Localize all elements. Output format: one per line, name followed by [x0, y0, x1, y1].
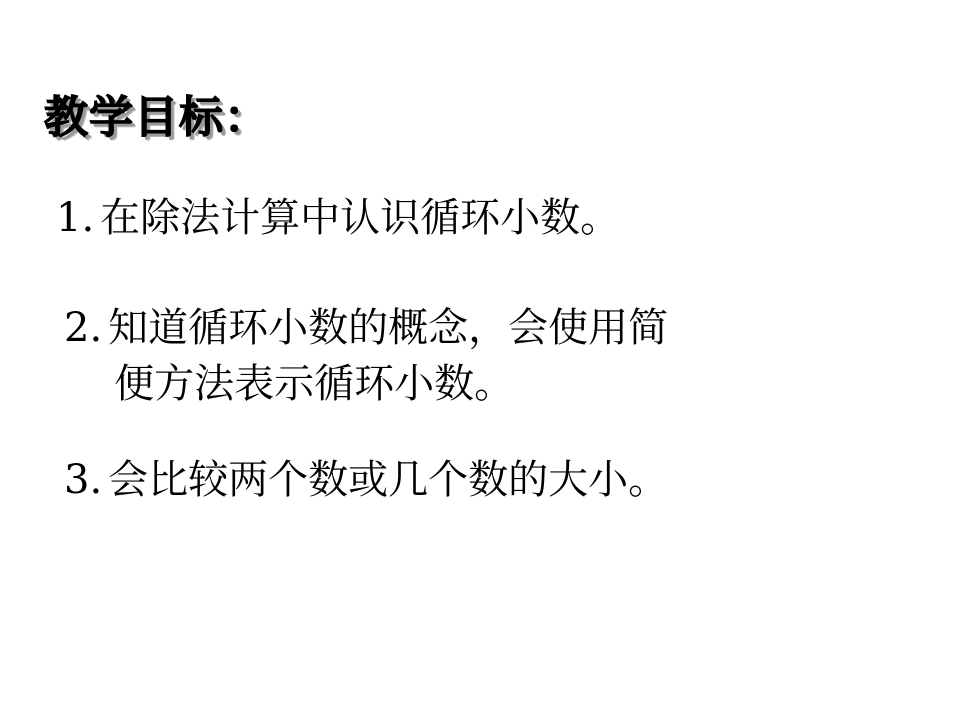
list-item-line-1: 会比较两个数或几个数的大小。 [108, 457, 669, 503]
list-item [56, 190, 916, 246]
list-item [56, 300, 916, 412]
list-item-line-2: 便方法表示循环小数。 [114, 361, 515, 407]
list-item-text [100, 190, 916, 246]
list-item-line-1: 在除法计算中认识循环小数。 [100, 195, 621, 241]
list-item-number: 1. [56, 195, 95, 241]
objectives-list [56, 190, 916, 508]
list-item [56, 452, 916, 508]
page-title: 教学目标： [44, 92, 269, 143]
list-item-text [108, 300, 916, 412]
list-item-text [108, 452, 916, 508]
list-item-line-1: 知道循环小数的概念，会使用简 [108, 305, 669, 351]
list-item-number: 2. [64, 305, 103, 351]
list-item-number: 3. [64, 457, 103, 503]
